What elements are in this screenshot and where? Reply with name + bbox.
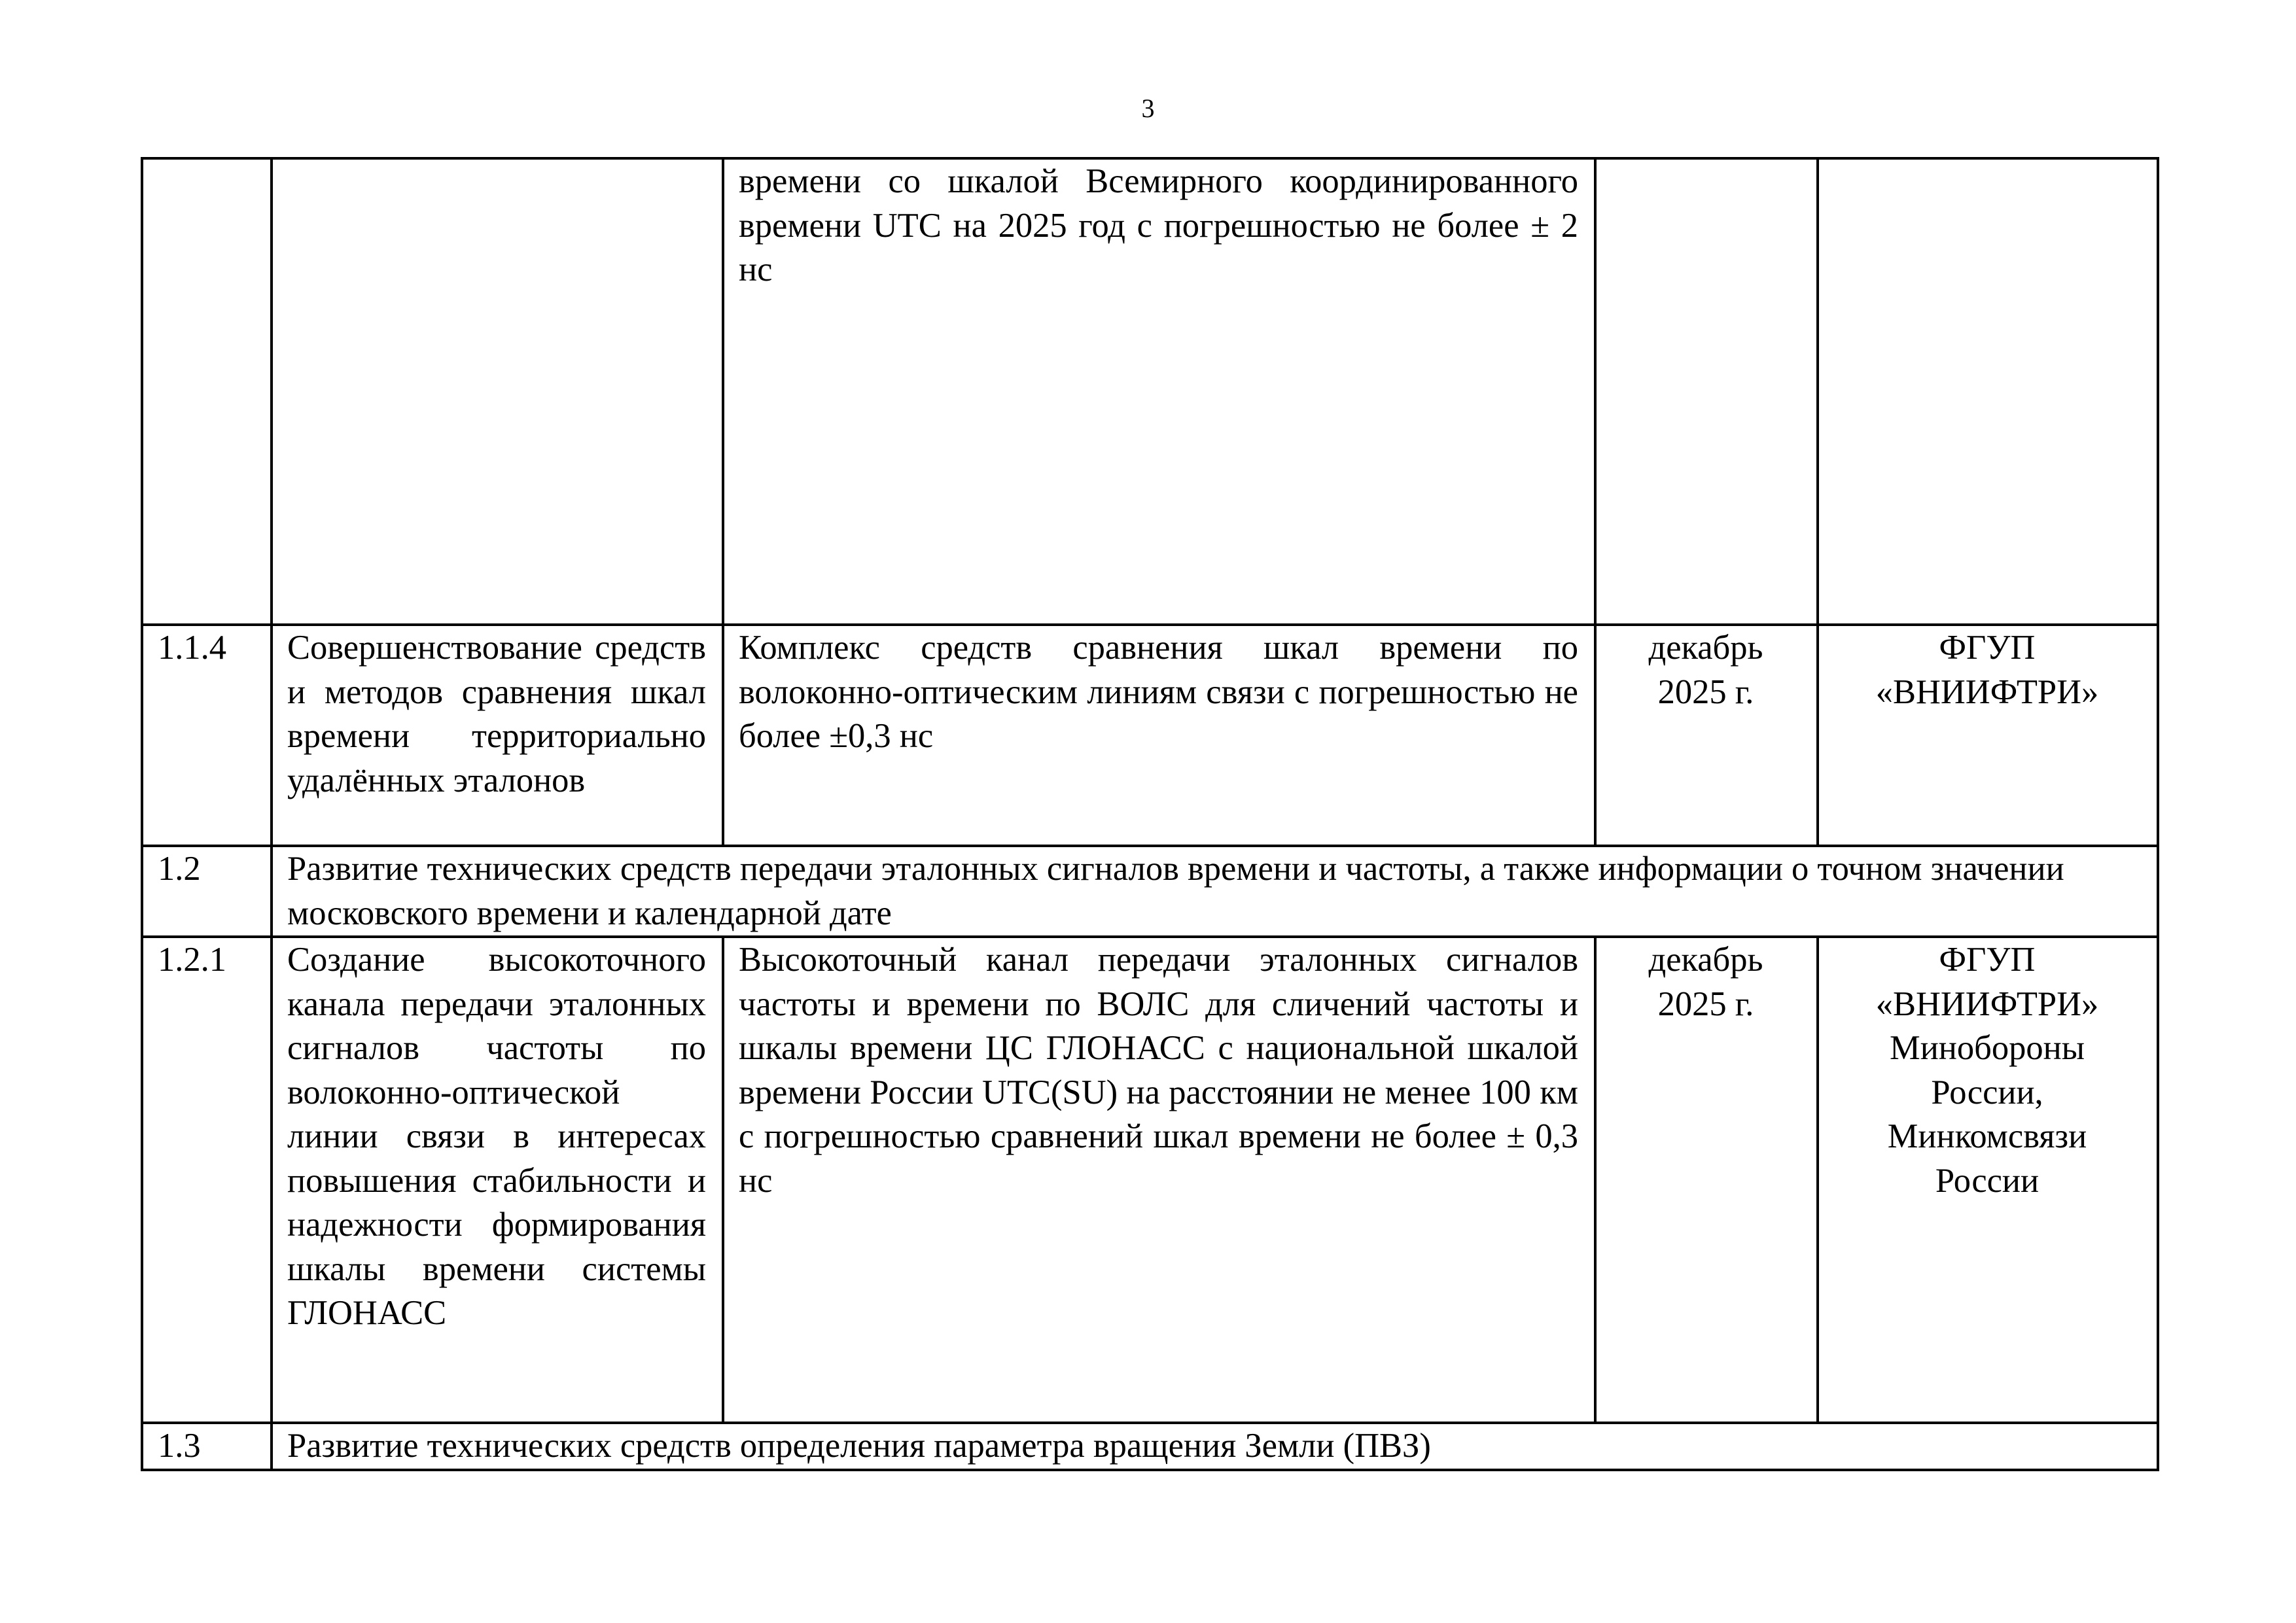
item-title: Создание высокоточного канала передачи эталонных сигналов частоты по волоконно-оптической линии связи в интересах повышения стабильности и надежности формирования шкалы времени системы ГЛОНАСС <box>272 937 723 1423</box>
section-number: 1.2 <box>142 846 272 937</box>
section-title: Развитие технических средств передачи эталонных сигналов времени и частоты, а также информации о точном значении московского времени и календарной дате <box>272 846 2158 937</box>
item-title: Совершенствование средств и методов сравнения шкал времени территориально удалённых эталонов <box>272 625 723 846</box>
section-title: Развитие технических средств определения параметра вращения Земли (ПВЗ) <box>272 1423 2158 1470</box>
table-row-continuation <box>142 158 2158 625</box>
item-deadline <box>1595 158 1818 625</box>
page-number: 3 <box>1141 94 1155 123</box>
item-result: времени со шкалой Всемирного координированного времени UTC на 2025 год с погрешностью не более ± 2 нс <box>723 158 1595 625</box>
plan-table <box>141 157 2159 1471</box>
item-executor <box>1818 158 2158 625</box>
table-row-section-1-2 <box>142 846 2158 937</box>
table-row-1-2-1 <box>142 937 2158 1423</box>
item-deadline: декабрь 2025 г. <box>1595 625 1818 846</box>
item-result: Высокоточный канал передачи эталонных сигналов частоты и времени по ВОЛС для сличений частоты и шкалы времени ЦС ГЛОНАСС с национальной шкалой времени России UTC(SU) на расстоянии не менее 100 км с погрешностью сравнений шкал времени не более ± 0,3 нс <box>723 937 1595 1423</box>
item-number: 1.1.4 <box>142 625 272 846</box>
item-executor: ФГУП «ВНИИФТРИ» Минобороны России, Минкомсвязи России <box>1818 937 2158 1423</box>
item-executor: ФГУП «ВНИИФТРИ» <box>1818 625 2158 846</box>
table-row-1-1-4 <box>142 625 2158 846</box>
section-number: 1.3 <box>142 1423 272 1470</box>
item-number: 1.2.1 <box>142 937 272 1423</box>
item-number <box>142 158 272 625</box>
item-result: Комплекс средств сравнения шкал времени по волоконно-оптическим линиям связи с погрешностью не более ±0,3 нс <box>723 625 1595 846</box>
table-row-section-1-3 <box>142 1423 2158 1470</box>
item-deadline: декабрь 2025 г. <box>1595 937 1818 1423</box>
item-title <box>272 158 723 625</box>
